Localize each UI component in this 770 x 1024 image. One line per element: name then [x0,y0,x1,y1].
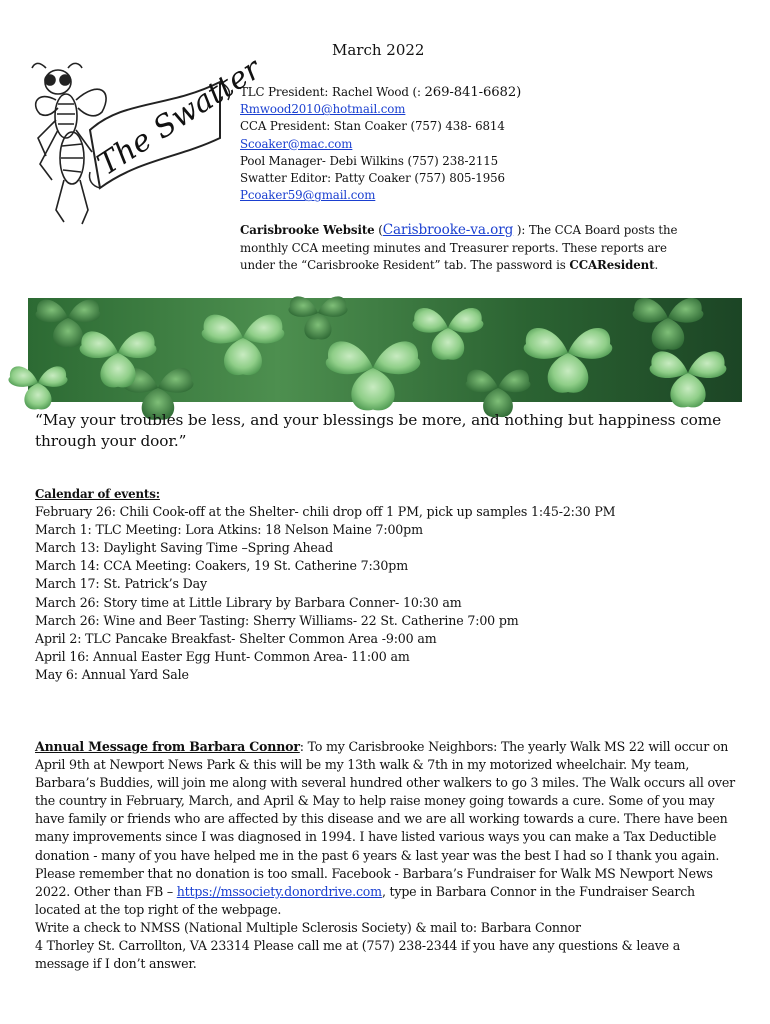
calendar-event: April 16: Annual Easter Egg Hunt- Common Area- 11:00 am [35,648,410,664]
calendar-event: March 14: CCA Meeting: Coakers, 19 St. Catherine 7:30pm [35,558,408,574]
logo-text: The Swatter [91,51,268,183]
donation-link[interactable]: https://mssociety.donordrive.com [176,883,382,899]
calendar-event: March 26: Wine and Beer Tasting: Sherry Williams- 22 St. Catherine 7:00 pm [35,612,519,628]
calendar-event: March 17: St. Patrick’s Day [35,576,207,592]
message-heading: Annual Message from Barbara Connor [35,739,300,754]
password-text: CCAResident [569,258,655,272]
website-link[interactable]: Carisbrooke-va.org [382,222,514,238]
contact-list [240,84,700,204]
calendar-event: April 2: TLC Pancake Breakfast- Shelter Common Area -9:00 am [35,630,437,646]
tlc-email-link[interactable]: Rmwood2010@hotmail.com [240,102,406,117]
swatter-logo [28,51,268,240]
calendar-heading: Calendar of events: [35,487,160,501]
annual-message [35,738,737,973]
message-address-line: 4 Thorley St. Carrollton, VA 23314 Please call me at (757) 238-2344 if you have any questions & leave a message if I don’t answer. [35,938,681,972]
calendar-event: March 13: Daylight Saving Time –Spring Ahead [35,540,333,556]
website-label: Carisbrooke Website [240,223,375,237]
newsletter-date: March 2022 [332,41,425,59]
message-paragraph: Annual Message from Barbara Connor: To my Carisbrooke Neighbors: The yearly Walk MS 22 will occur on April 9th at Newport News Park & this will be my 13th walk & 7th in my motorized wheelchair. My team, Barbara’s Buddies, will join me along with several hundred other walkers to go 3 miles. The Walk occurs all over the country in February, March, and April & May to help raise money going towards a cure. Some of you may have family or friends who are affected by this disease and we are all working towards a cure. There have been many improvements since I was diagnosed in 1994. I have listed various ways you can make a Tax Deductible donation - many of you have helped me in the past 6 years & last year was the best I had so I thank you again. Please remember that no donation is too small. Facebook - Barbara’s Fundraiser for Walk MS Newport News 2022. Other than FB – https://mssociety.donordrive.com, type in Barbara Connor in the Fundraiser Search located at the top right of the webpage. [35,739,735,917]
cca-email-link[interactable]: Scoaker@mac.com [240,136,353,151]
calendar-event: March 1: TLC Meeting: Lora Atkins: 18 Nelson Maine 7:00pm [35,522,423,538]
message-check-line: Write a check to NMSS (National Multiple Sclerosis Society) & mail to: Barbara Connor [35,919,581,935]
swatter-editor: Swatter Editor: Patty Coaker (757) 805-1956 [240,171,505,186]
tlc-president: TLC President: Rachel Wood (: 269-841-6682) [240,85,522,100]
clover-banner-image [28,298,742,402]
cca-president: CCA President: Stan Coaker (757) 438- 6814 [240,119,505,134]
calendar-event: March 26: Story time at Little Library by Barbara Conner- 10:30 am [35,594,462,610]
calendar-event: February 26: Chili Cook-off at the Shelter- chili drop off 1 PM, pick up samples 1:45-2:30 PM [35,504,616,520]
calendar-event: May 6: Annual Yard Sale [35,666,189,682]
website-note: Carisbrooke Website (Carisbrooke-va.org ): The CCA Board posts the monthly CCA meeting minutes and Treasurer reports. These reports are under the “Carisbrooke Resident” tab. The password is CCAResident. [240,222,678,272]
editor-email-link[interactable]: Pcoaker59@gmail.com [240,188,376,203]
calendar-of-events [35,485,755,684]
pool-manager: Pool Manager- Debi Wilkins (757) 238-2115 [240,153,499,168]
quote: “May your troubles be less, and your blessings be more, and nothing but happiness come through your door.” [35,411,722,450]
